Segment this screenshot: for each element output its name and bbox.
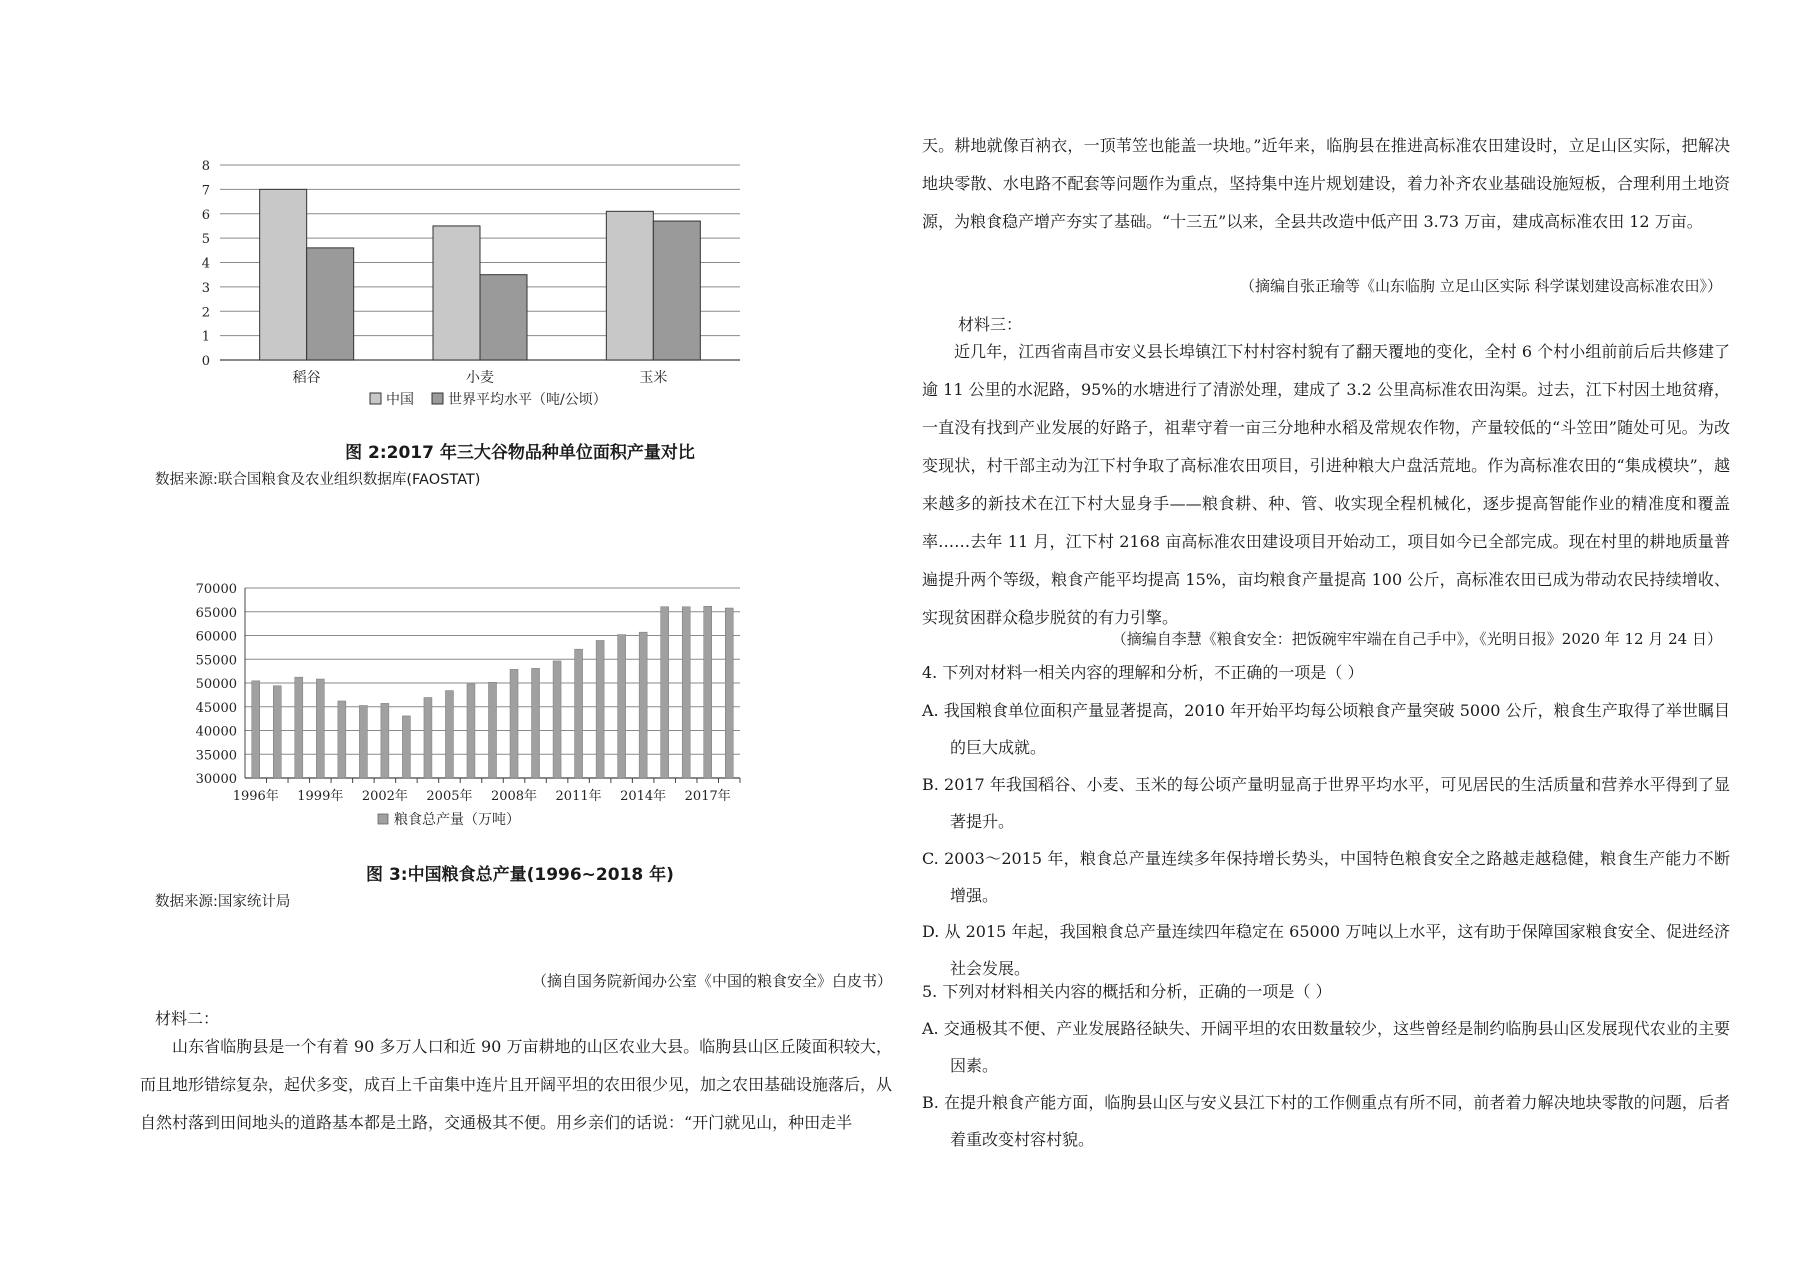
question-4-option-d: D. 从 2015 年起，我国粮食总产量连续四年稳定在 65000 万吨以上水平，这有助于保障国家粮食安全、促进经济社会发展。 [922,922,1730,978]
fig2-ytick-label: 1 [201,329,210,345]
fig3-legend-swatch [378,814,388,824]
fig2-caption: 图 2:2017 年三大谷物品种单位面积产量对比 [345,443,695,463]
fig2-legend-label: 中国 [386,392,414,408]
fig3-bar [639,632,647,778]
fig3-xtick-label: 2011年 [555,789,602,804]
fig2-category-label: 小麦 [466,370,494,386]
fig2-bar [307,248,354,360]
question-5-stem: 5. 下列对材料相关内容的概括和分析，正确的一项是（ ） [922,982,1332,1001]
fig3-xtick-label: 2017年 [684,789,731,804]
fig3-bar [489,682,497,778]
fig3-xtick-label: 1999年 [297,789,344,804]
fig3-ytick-label: 60000 [195,629,237,645]
material2-source: （摘编自张正瑜等《山东临朐 立足山区实际 科学谋划建设高标准农田》） [1239,277,1722,295]
fig3-ytick-label: 50000 [195,677,237,692]
fig3-bar [532,668,540,778]
fig3-bar [316,679,324,778]
fig2-ytick-label: 2 [201,305,210,321]
material2-label: 材料二： [155,1009,220,1028]
fig2-bar [260,189,307,360]
fig3-source: 数据来源:国家统计局 [155,894,291,910]
question-4-option-b: B. 2017 年我国稻谷、小麦、玉米的每公顷产量明显高于世界平均水平，可见居民的生活质量和营养水平得到了显著提升。 [922,775,1730,831]
fig3-bar [359,705,367,778]
fig3-bar [575,649,583,778]
fig3-xtick-label: 2014年 [620,789,667,804]
fig3-xtick-label: 2005年 [426,789,473,804]
fig3-bar [295,677,303,778]
fig3-bar [445,691,453,778]
fig3-bar [704,606,712,778]
fig3-bar [682,607,690,778]
fig3-ytick-label: 30000 [195,772,237,787]
question-4-option-a: A. 我国粮食单位面积产量显著提高，2010 年开始平均每公顷粮食产量突破 5000 公斤，粮食生产取得了举世瞩目的巨大成就。 [922,701,1730,757]
fig2-category-label: 稻谷 [292,370,321,386]
fig3-ytick-label: 55000 [195,653,237,669]
fig3-bar [402,716,410,778]
fig2-ytick-label: 6 [201,207,210,223]
material2-paragraph: 山东省临朐县是一个有着 90 多万人口和近 90 万亩耕地的山区农业大县。临朐县山区丘陵面积较大，而且地形错综复杂，起伏多变，成百上千亩集中连片且开阔平坦的农田很少见，加之农田基础设施落后，从自然村落到田间地头的道路基本都是土路，交通极其不便。用乡亲们的话说：“开门就见山，种田走半 [140,1037,893,1132]
fig3-bar [273,686,281,778]
material2-continued: 天。耕地就像百衲衣，一顶苇笠也能盖一块地。”近年来，临朐县在推进高标准农田建设时，立足山区实际，把解决地块零散、水电路不配套等问题作为重点，坚持集中连片规划建设，着力补齐农业基础设施短板，合理利用土地资源，为粮食稳产增产夯实了基础。“十三五”以来，全县共改造中低产田 3.73 万亩，建成高标准农田 12 万亩。 [922,136,1730,231]
question-5-option-b: B. 在提升粮食产能方面，临朐县山区与安义县江下村的工作侧重点有所不同，前者着力解决地块零散的问题，后者着重改变村容村貌。 [922,1093,1730,1149]
material3-paragraph: 近几年，江西省南昌市安义县长埠镇江下村村容村貌有了翻天覆地的变化，全村 6 个村小组前前后后共修建了逾 11 公里的水泥路，95%的水塘进行了清淤处理，建成了 3.2 公里高标准农田沟渠。过去，江下村因土地贫瘠，一直没有找到产业发展的好路子，祖辈守着一亩三分地种水稻及常规农作物，产量较低的“斗笠田”随处可见。为改变现状，村干部主动为江下村争取了高标准农田项目，引进种粮大户盘活荒地。作为高标准农田的“集成模块”，越来越多的新技术在江下村大显身手——粮食耕、种、管、收实现全程机械化，逐步提高智能作业的精准度和覆盖率……去年 11 月，江下村 2168 亩高标准农田建设项目开始动工，项目如今已全部完成。现在村里的耕地质量普遍提升两个等级，粮食产能平均提高 15%，亩均粮食产量提高 100 公斤，高标准农田已成为带动农民持续增收、实现贫困群众稳步脱贫的有力引擎。 [922,342,1730,627]
fig3-bar [381,703,389,778]
fig3-bar [618,635,626,778]
material1-source: （摘自国务院新闻办公室《中国的粮食安全》白皮书） [531,972,892,990]
fig3-bar [725,608,733,778]
fig2-legend-swatch [370,393,381,404]
question-4-option-c: C. 2003～2015 年，粮食总产量连续多年保持增长势头，中国特色粮食安全之路越走越稳健，粮食生产能力不断增强。 [922,849,1730,905]
fig2-bar [433,226,480,360]
fig3-bar-chart [140,570,900,840]
question-5-option-a: A. 交通极其不便、产业发展路径缺失、开阔平坦的农田数量较少，这些曾经是制约临朐县山区发展现代农业的主要因素。 [922,1019,1730,1075]
fig2-ytick-label: 4 [201,256,210,272]
fig3-xtick-label: 2008年 [490,789,538,804]
fig2-legend-label: 世界平均水平（吨/公顷） [448,392,607,408]
fig3-ytick-label: 65000 [195,605,237,621]
fig3-bar [424,698,432,778]
fig2-ytick-label: 3 [201,280,210,296]
fig3-bar [467,684,475,778]
fig2-ytick-label: 5 [201,232,210,248]
fig2-ytick-label: 0 [201,354,210,369]
fig3-xtick-label: 1996年 [232,789,279,804]
fig3-bar [661,607,669,778]
fig2-ytick-label: 7 [201,183,210,199]
fig3-ytick-label: 40000 [195,724,237,740]
fig3-legend-label: 粮食总产量（万吨） [394,812,520,828]
material3-label: 材料三： [958,315,1023,334]
fig2-ytick-label: 8 [201,159,210,174]
fig2-legend-swatch [432,393,443,404]
fig3-xtick-label: 2002年 [361,789,408,804]
fig3-bar [252,681,260,778]
fig2-bar [653,221,700,360]
fig2-bar [606,211,653,360]
fig3-bar [510,669,518,778]
fig3-bar [553,661,561,778]
fig3-ytick-label: 45000 [195,700,237,716]
material3-source: （摘编自李慧《粮食安全：把饭碗牢牢端在自己手中》，《光明日报》2020 年 12 月 24 日） [1111,630,1722,648]
fig2-bar [480,275,527,360]
fig2-source: 数据来源:联合国粮食及农业组织数据库(FAOSTAT) [155,472,481,488]
fig2-bar-chart [140,150,900,430]
fig3-ytick-label: 35000 [195,748,237,764]
fig3-bar [596,640,604,778]
question-4-stem: 4. 下列对材料一相关内容的理解和分析，不正确的一项是（ ） [922,663,1364,682]
fig2-category-label: 玉米 [639,370,668,386]
fig3-ytick-label: 70000 [195,582,237,597]
fig3-bar [338,701,346,778]
fig3-caption: 图 3:中国粮食总产量(1996~2018 年) [366,865,674,885]
